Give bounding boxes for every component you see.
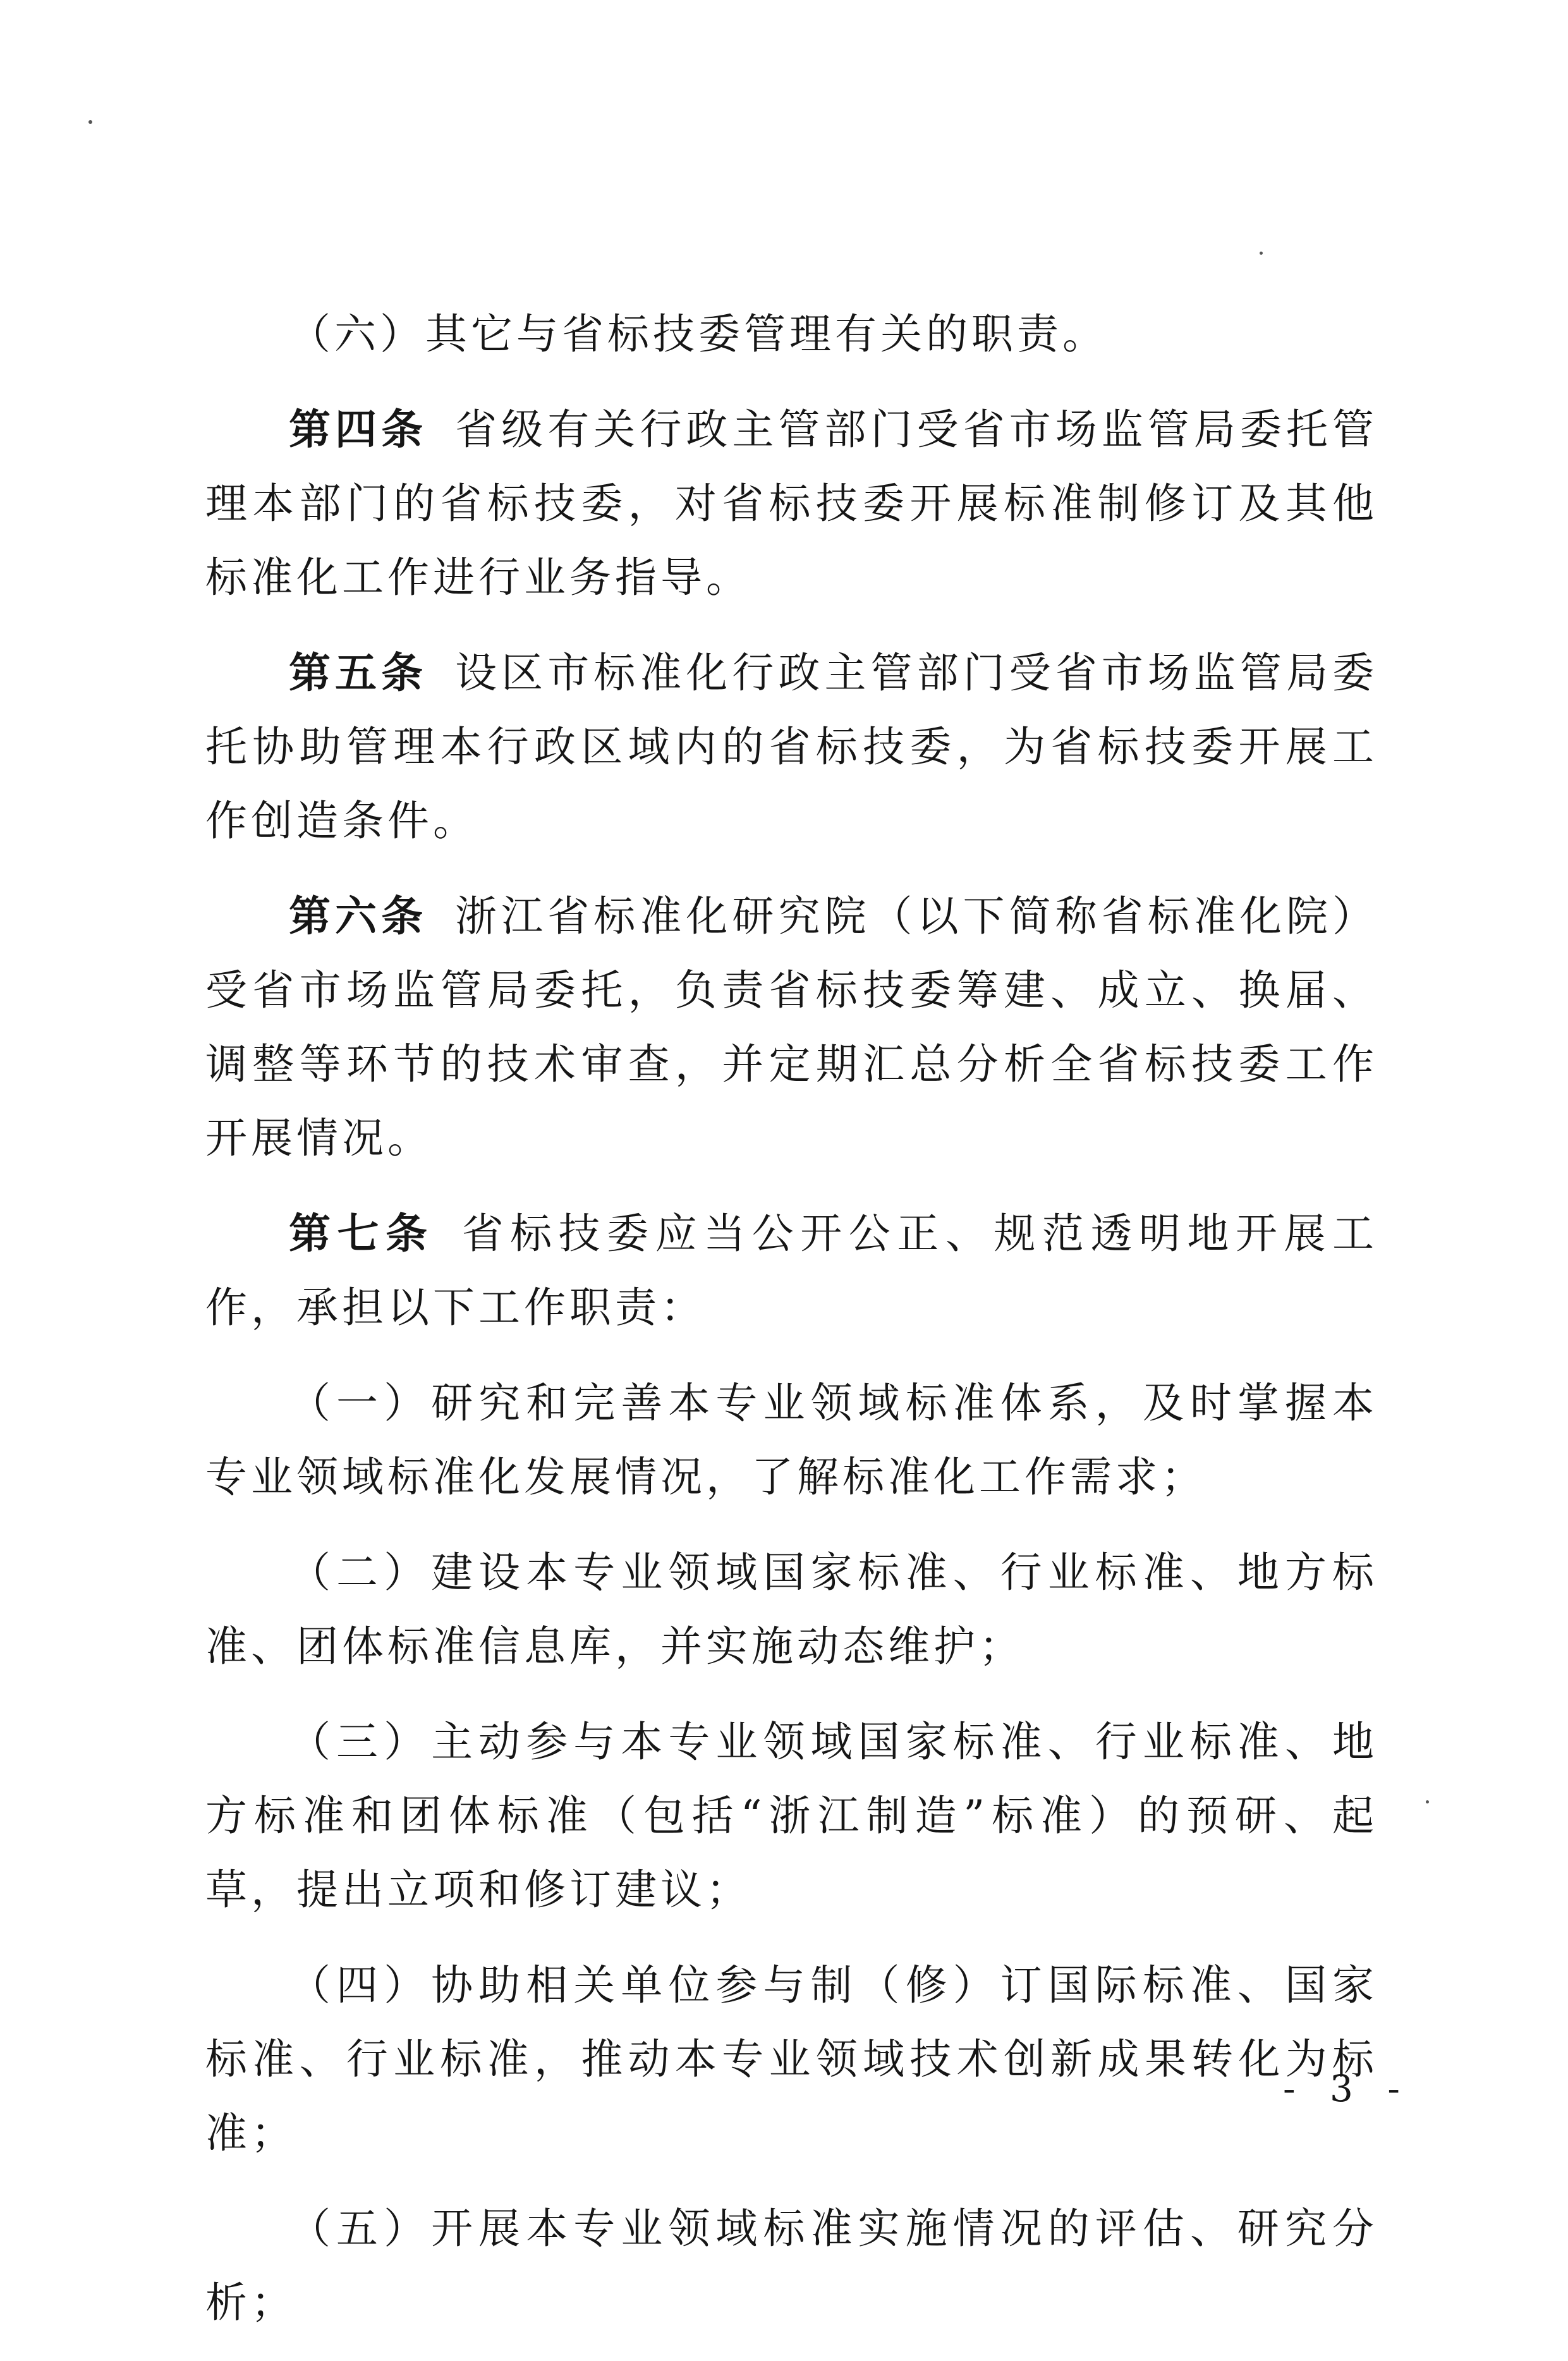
paragraph-text: （一）研究和完善本专业领域标准体系，及时掌握本专业领域标准化发展情况，了解标准化工作需求； [205,1379,1378,1501]
page-number: - 3 - [1283,2067,1411,2110]
paragraph-text: 省标技委应当公开公正、规范透明地开展工作，承担以下工作职责： [205,1209,1378,1332]
paragraph-text: 设区市标准化行政主管部门受省市场监管局委托协助管理本行政区域内的省标技委，为省标技委开展工作创造条件。 [205,649,1378,845]
article-four-heading: 第四条 [289,405,428,454]
article-six-heading: 第六条 [289,892,428,941]
article-seven-heading: 第七条 [289,1209,434,1258]
item-six-paragraph [205,297,1378,371]
article-seven-paragraph [205,1197,1378,1345]
duty-item-five [205,2192,1378,2340]
article-five-heading: 第五条 [289,649,428,697]
scan-speck [1260,252,1263,255]
paragraph-text: （六）其它与省标技委管理有关的职责。 [289,310,1108,358]
duty-item-two [205,1535,1378,1683]
paragraph-text: （三）主动参与本专业领域国家标准、行业标准、地方标准和团体标准（包括“浙江制造”标准）的预研、起草，提出立项和修订建议； [205,1717,1378,1914]
paragraph-text: （五）开展本专业领域标准实施情况的评估、研究分析； [205,2204,1378,2327]
duty-item-three [205,1705,1378,1927]
paragraph-text: （二）建设本专业领域国家标准、行业标准、地方标准、团体标准信息库，并实施动态维护； [205,1548,1378,1671]
duty-item-one [205,1366,1378,1514]
article-five-paragraph [205,636,1378,858]
paragraph-text: （四）协助相关单位参与制（修）订国际标准、国家标准、行业标准，推动本专业领域技术创新成果转化为标准； [205,1961,1378,2157]
paragraph-text: 省级有关行政主管部门受省市场监管局委托管理本部门的省标技委，对省标技委开展标准制修订及其他标准化工作进行业务指导。 [205,405,1378,602]
article-four-paragraph [205,393,1378,614]
article-six-paragraph [205,879,1378,1175]
paragraph-text: 浙江省标准化研究院（以下简称省标准化院）受省市场监管局委托，负责省标技委筹建、成立、换届、调整等环节的技术审查，并定期汇总分析全省标技委工作开展情况。 [205,892,1378,1162]
scan-speck [88,120,92,124]
duty-item-four [205,1948,1378,2170]
scan-speck [1426,1800,1429,1803]
document-body [205,297,1378,2361]
